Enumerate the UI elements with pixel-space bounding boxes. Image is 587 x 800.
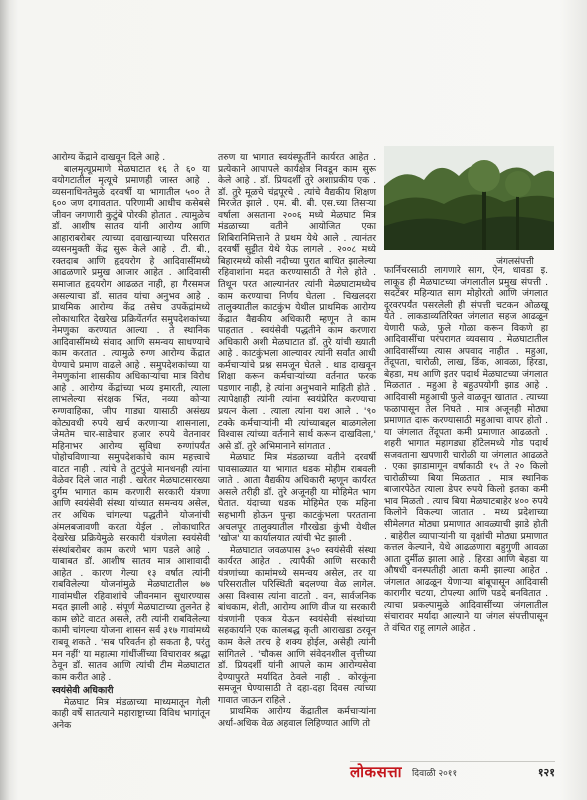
section-subheading: स्वयंसेवी अधिकारी bbox=[52, 685, 114, 697]
photo-caption: जंगलसंपत्ती bbox=[496, 257, 534, 267]
page-number: १२१ bbox=[537, 765, 555, 779]
sidebar-column bbox=[384, 253, 548, 635]
article-column-1 bbox=[52, 152, 210, 731]
article-column-2 bbox=[218, 152, 376, 729]
article-paragraph: तरुण या भागात स्वयंस्फूर्तीने कार्यरत आहेत . प्रत्येकाने आपापले कार्यक्षेत्र निवडून काम सुरू केले आहे . डॉ. प्रियदर्शी तुरे अशाप्रकीय एक . डॉ. तुरे मूळचे चंद्रपूरचे . त्यांचे वैद्यकीय शिक्षण मिरजेत झाले . एम. बी. बी. एस.च्या तिसऱ्या वर्षाला असताना २००६ मध्ये मेळघाट मित्र मंडळाच्या वतीने आयोजित एका शिबिरानिमित्ताने ते प्रथम येथे आले . त्यानंतर दरवर्षी सुट्टीत येथे येऊ लागले . २००८ मध्ये बिहारमध्ये कोसी नदीच्या पुरात बाधित झालेल्या रहिवाशांना मदत करण्यासाठी ते गेले होते . तिथून परत आल्यानंतर त्यांनी मेळघाटामध्येच काम करण्याचा निर्णय घेतला . चिखलदरा तालुक्यातील काटकुंभ येथील प्राथमिक आरोग्य केंद्रात वैद्यकीय अधिकारी म्हणून ते काम पाहतात . स्वयंसेवी पद्धतीने काम करणारा अधिकारी अशी मेळघाटात डॉ. तुरे यांची ख्याती आहे . काटकुंभला आल्यावर त्यांनी सर्वांत आधी कर्मचाऱ्यांचे प्रश्न समजून घेतले . थाड दाखवून शिक्षा करून कर्मचाऱ्यांच्या वर्तनात फरक पडणार नाही, हे त्यांना अनुभवाने माहिती होते . त्यापेक्षाही त्यांनी त्यांना स्वयंप्रेरित करण्याचा प्रयत्न केला . त्याला त्यांना यश आले . '९० टक्के कर्मचाऱ्यांनी मी त्यांच्याबद्दल बाळगलेला विश्वास त्यांच्या वर्तनाने सार्थ करून दाखविला,' असे डॉ. तुरे अभिमानाने सांगतात . bbox=[218, 152, 376, 452]
article-paragraph: प्राथमिक आरोग्य केंद्रातील कर्मचाऱ्यांना अर्धा-अधिक वेळ अहवाल लिहिण्यात आणि तो bbox=[218, 706, 376, 729]
article-paragraph: मेळघाट मित्र मंडळाच्या माध्यमातून गेली काही वर्षे सातत्याने महाराष्ट्राच्या विविध भागांतून अनेक bbox=[52, 696, 210, 731]
article-paragraph: बालमृत्यूप्रमाणे मेळघाटात १६ ते ६० या वयोगटातील मृत्यूचे प्रमाणही जास्त आहे . व्यसनाधिनतेमुळे दरवर्षी या भागातील ५०० ते ६०० जण दगावतात. परिणामी आधीच कसेबसे जीवन जगणारी कुटुंबे पोरकी होतात . त्यामुळेच डॉ. आशीष सातव यांनी आरोग्य आणि आहाराबरोबर त्याच्या दवाखान्याच्या परिसरात व्यसनमुक्ती केंद्र सुरू केले आहे . टी. बी., रक्तदाब आणि हृदयरोग हे आदिवासींमध्ये आढळणारे प्रमुख आजार आहेत . आदिवासी समाजात हृदयरोग आढळत नाही, हा गैरसमज असल्याचा डॉ. सातव यांचा अनुभव आहे . प्राथमिक आरोग्य केंद्र तसेच उपकेंद्रांमध्ये लोकाधारित देखरेख प्रक्रियेंतर्गत समुपदेशकांच्या नेमणुका करण्यात आल्या . ते स्थानिक आदिवासींमध्ये संवाद आणि समन्वय साधण्याचे काम करतात . त्यामुळे रुग्ण आरोग्य केंद्रात येण्याचे प्रमाण वाढले आहे . समुपदेशकांच्या या नेमणुकांना शासकीय अधिकाऱ्यांचा मात्र विरोध आहे . आरोग्य केंद्रांच्या भव्य इमारती, त्याला लाभलेल्या संरक्षक भिंत, नव्या कोऱ्या रुग्णवाहिका, जीप गाड्या यासाठी असंख्य कोट्यवधी रुपये खर्च करणाऱ्या शासनाला, जेमतेम चार-साडेचार हजार रुपये वेतनावर महिनाभर आरोग्य सुविधा रुग्णांपर्यंत पोहोचविणाऱ्या समुपदेशकांचे काम महत्त्वाचे वाटत नाही . त्यांचे ते तुटपुंजे मानधनही त्यांना वेळेवर दिले जात नाही . खरेतर मेळघाटसारख्या दुर्गम भागात काम करणारी सरकारी यंत्रणा आणि स्वयंसेवी संस्था यांच्यात समन्वय असेल, तर अधिक चांगल्या पद्धतीने योजनांची अंमलबजावणी करता येईल . लोकाधारित देखरेख प्रक्रियेमुळे सरकारी यंत्रणेला स्वयंसेवी संस्थांबरोबर काम करणे भाग पडले आहे . याबाबत डॉ. आशीष सातव मात्र आशावादी आहेत . कारण गेल्या १३ वर्षात त्यांनी राबविलेल्या योजनांमुळे मेळघाटातील ७७ गावांमधील रहिवाशांचे जीवनमान सुधारण्यास मदत झाली आहे . संपूर्ण मेळघाटाच्या तुलनेत हे काम छोटे वाटत असले, तरी त्यांनी राबविलेल्या कामी चांगल्या योजना शासन सर्व ३१७ गावांमध्ये राबवू शकते . 'सब परिवर्तन हो सकता है, परंतु मन नहीं' या महात्मा गांधींजींच्या विचारावर श्रद्धा ठेवून डॉ. सातव आणि त्यांची टीम मेळघाटात काम करीत आहे . bbox=[52, 163, 210, 683]
page-footer bbox=[350, 761, 555, 782]
article-paragraph: मेळघाट मित्र मंडळाच्या वतीने दरवर्षी पावसाळ्यात या भागात धडक मोहीम राबवली जाते . आता वैद्यकीय अधिकारी म्हणून कार्यरत असले तरीही डॉ. तुरे अजूनही या मोहिमेत भाग घेतात. यंदाच्या धडक मोहिमेत एक महिना सहभागी होऊन पुन्हा काटकुंभला परतताना अचलपूर तालुक्यातील गौरखेडा कुंभी येथील 'खोज' या कार्यालयात त्यांची भेट झाली . bbox=[218, 452, 376, 545]
article-paragraph: मेळघाटात जवळपास ३५० स्वयंसेवी संस्था कार्यरत आहेत . त्यापैकी आणि सरकारी यंत्रणांच्या कामांमध्ये समन्वय असेल, तर या परिसरातील परिस्थिती बदलण्या वेळ लागेल. असा विश्वास त्यांना वाटतो . वन, सार्वजनिक बांधकाम, शेती, आरोग्य आणि वीज या सरकारी यंत्रणांनी एकत्र येऊन स्वयंसेवी संस्थांच्या सहकार्याने एक कालबद्ध कृती आराखडा ठरवून काम केले तरच हे शक्य होईल, असेही त्यांनी सांगितले . 'चौकस आणि संवेदनशील वृत्तीच्या डॉ. प्रियदर्शी यांनी आपले काम आरोग्यसेवा देण्यापुरते मर्यादित ठेवले नाही . कोरकूंना समजून घेण्यासाठी ते दहा-दहा दिवस त्यांच्या गावात जाऊन राहिले . bbox=[218, 544, 376, 706]
magazine-logo: लोकसत्ता bbox=[350, 763, 402, 781]
issue-label: दिवाळी २०११ bbox=[411, 768, 458, 779]
article-paragraph: आरोग्य केंद्राने दाखवून दिले आहे . bbox=[52, 152, 166, 163]
page-binding-shadow bbox=[0, 0, 10, 800]
forest-photo bbox=[384, 146, 554, 250]
forest-photo-image bbox=[384, 146, 554, 250]
sidebar-paragraph: फार्निचरसाठी लागणारे साग, ऐन, धावडा इ. लाकूड ही मेळघाटच्या जंगलातील प्रमुख संपत्ती . सदटेंबर महिन्यात साग मोहोरतो आणि जंगलात दूरवरपर्यंत पसरलेली ही संपत्ती चटकन ओळखू येते . लाकडाव्यतिरिक्त जंगलात सहज आढळून येणारी फळे, फुले गोळा करून विकणे हा आदिवासींचा परंपरागत व्यवसाय . मेळघाटातील आदिवासींच्या त्यास अपवाद नाहीत . महुआ, तेंदूपता, चारोळी, लाख, डिंक, आवळा, हिरडा, बेहडा, मध आणि इतर पदार्थ मेळघाटच्या जंगलात मिळतात . महुआ हे बहुउपयोगी झाड आहे . आदिवासी महुआची फुले वाळवून खातात . त्याच्या फळापासून तेल निघते . मात्र अजूनही मोठ्या प्रमाणात दारू करण्यासाठी महुआचा वापर होतो . या जंगलात तेंदूपता कमी प्रमाणात आढळतो . शहरी भागात महागड्या हॉटेलमध्ये गोड पदार्थ सजवताना खपणारी चारोळी या जंगलात आढळते . एका झाडामागून वर्षाकाठी १५ ते २० किलो चारोळीच्या बिया मिळतात . मात्र स्थानिक बाजारपेठेत त्याला डेपर रुपये किलो इतका कमी भाव मिळतो . त्याच बिया मेळघाटबाहेर ४०० रुपये किलोने विकल्या जातात . मध्य प्रदेशाच्या सीमेलगत मोठ्या प्रमाणात आवळ्याची झाडे होती . बाहेरील व्यापाऱ्यांनी या वृक्षांची मोठ्या प्रमाणात कत्तल केल्याने, येथे आढळणारा बहुगुणी आवळा आता दुर्मीळ झाला आहे . हिरडा आणि बेहडा या औषधी वनस्पतीही आता कमी झाल्या आहेत . जंगलात आढळून येणाऱ्या बांबूपासून आदिवासी कारागीर चटया, टोपल्या आणि पडदे बनवितात . त्याचा प्रकल्पामुळे आदिवासींच्या जंगलातील संचारावर मर्यादा आल्याने या जंगल संपत्तीपासून ते वंचित राहू लागले आहेत . bbox=[384, 265, 548, 634]
